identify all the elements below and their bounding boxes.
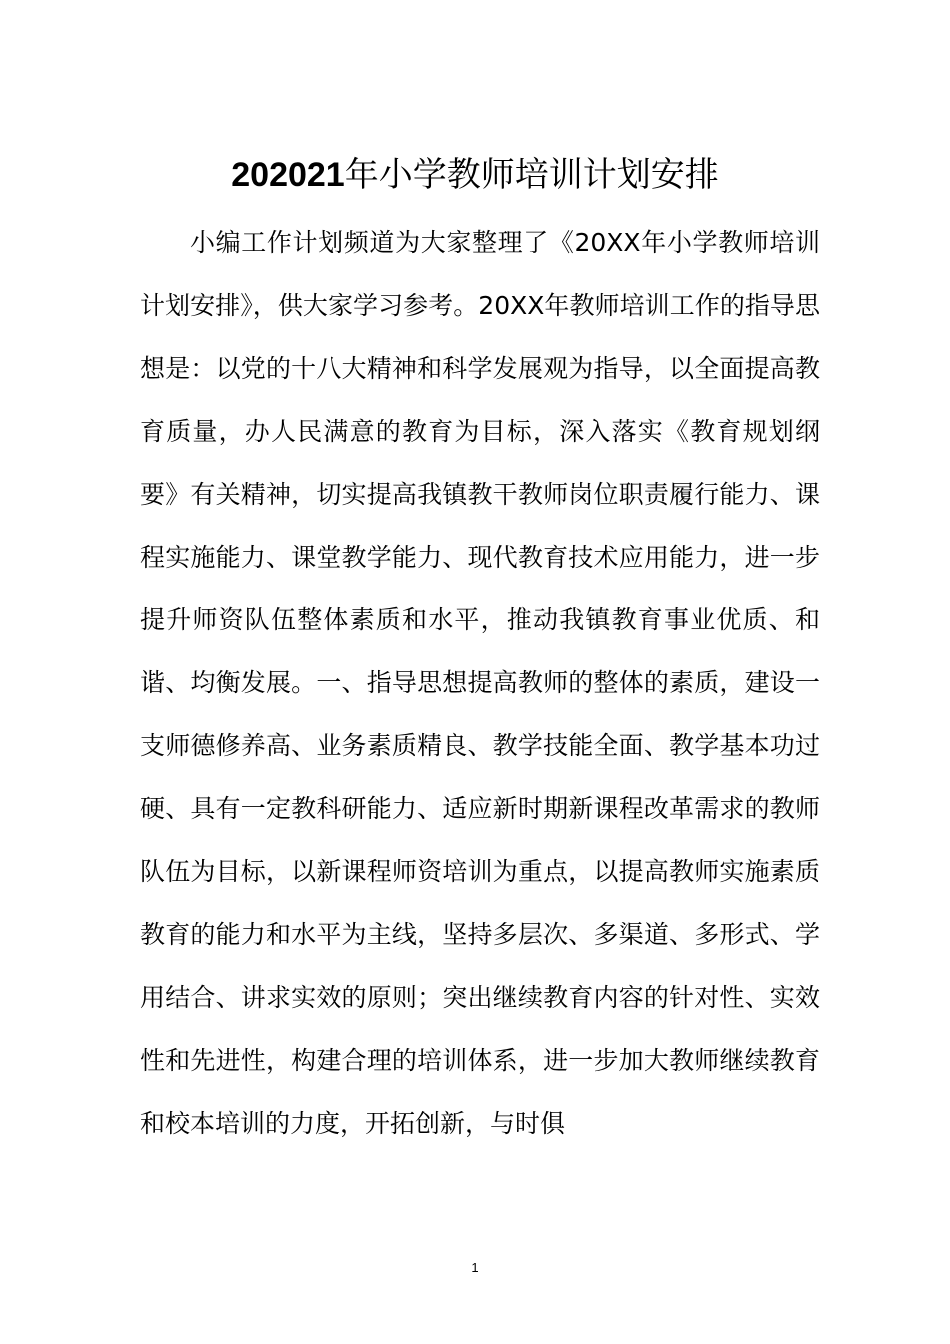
body-paragraph: 小编工作计划频道为大家整理了《20XX年小学教师培训计划安排》，供大家学习参考。20XX年教师培训工作的指导思想是：以党的十八大精神和科学发展观为指导，以全面提高教育质量，办人民满意的教育为目标，深入落实《教育规划纲要》有关精神，切实提高我镇教干教师岗位职责履行能力、课程实施能力、课堂教学能力、现代教育技术应用能力，进一步提升师资队伍整体素质和水平，推动我镇教育事业优质、和谐、均衡发展。一、指导思想提高教师的整体的素质，建设一支师德修养高、业务素质精良、教学技能全面、教学基本功过硬、具有一定教科研能力、适应新时期新课程改革需求的教师队伍为目标，以新课程师资培训为重点，以提高教师实施素质教育的能力和水平为主线，坚持多层次、多渠道、多形式、学用结合、讲求实效的原则；突出继续教育内容的针对性、实效性和先进性，构建合理的培训体系，进一步加大教师继续教育和校本培训的力度，开拓创新，与时俱 — [140, 228, 820, 1138]
title-text: 年小学教师培训计划安排 — [344, 155, 719, 195]
document-title — [0, 150, 950, 200]
page-number: 1 — [471, 1260, 479, 1275]
title-number: 202021 — [231, 156, 345, 194]
